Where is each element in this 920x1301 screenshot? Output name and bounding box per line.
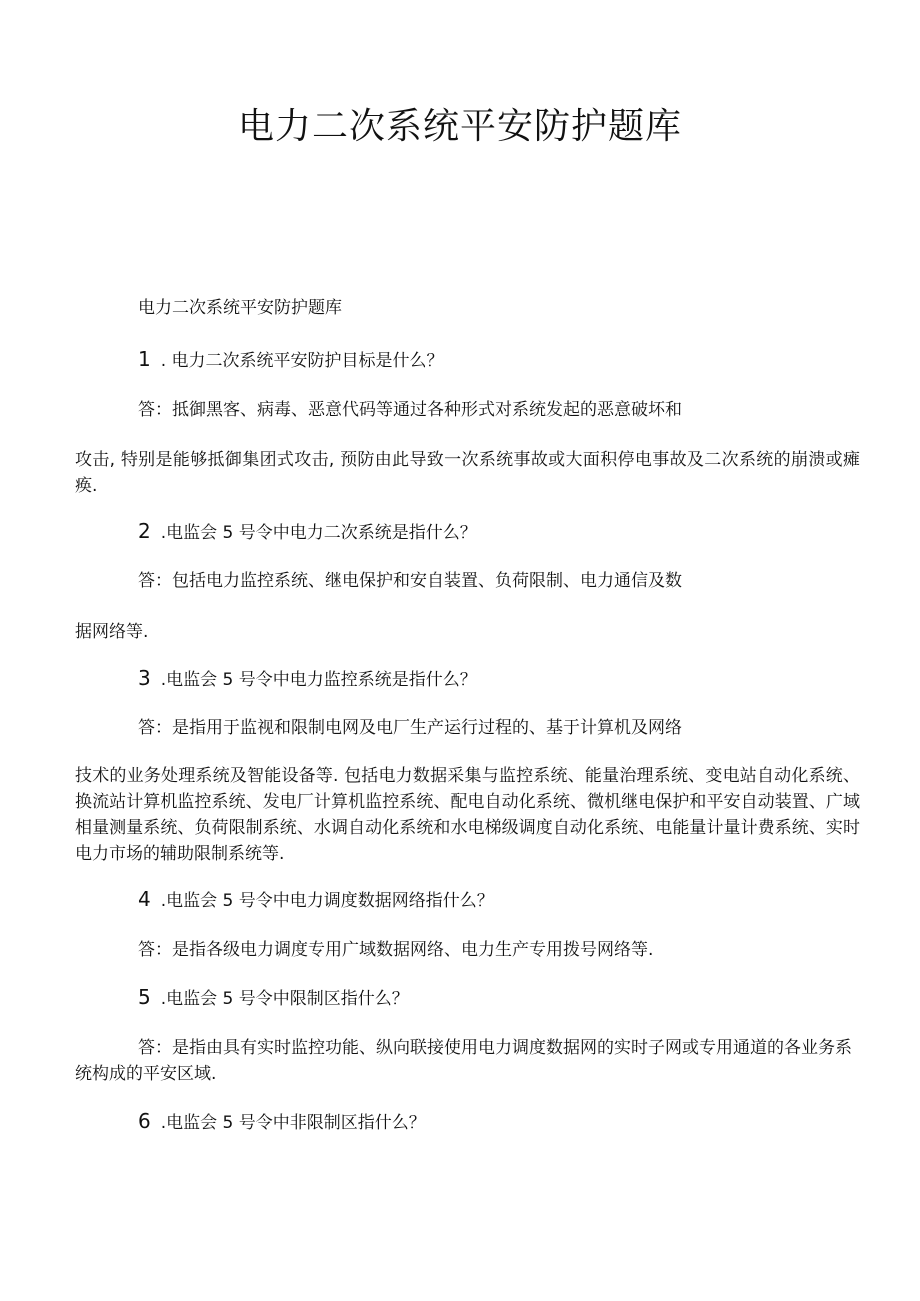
question-text: . 电力二次系统平安防护目标是什么？ xyxy=(160,351,444,371)
answer-2-continuation: 据网络等. xyxy=(75,622,149,642)
question-number: 5 xyxy=(138,985,151,1009)
document-subtitle: 电力二次系统平安防护题库 xyxy=(138,298,342,318)
document-title: 电力二次系统平安防护题库 xyxy=(237,106,682,147)
answer-3-first-line: 答：是指用于监视和限制电网及电厂生产运行过程的、基于计算机及网络 xyxy=(138,718,682,738)
question-number: 6 xyxy=(138,1109,151,1133)
question-text: .电监会 5 号令中电力二次系统是指什么？ xyxy=(160,523,477,543)
answer-4: 答：是指各级电力调度专用广域数据网络、电力生产专用拨号网络等. xyxy=(138,940,654,960)
question-text: .电监会 5 号令中电力监控系统是指什么？ xyxy=(160,670,477,690)
question-text: .电监会 5 号令中非限制区指什么？ xyxy=(160,1113,426,1133)
question-1 xyxy=(138,346,444,374)
answer-3-continuation: 技术的业务处理系统及智能设备等. 包括电力数据采集与监控系统、能量治理系统、变电站自动化系统、换流站计算机监控系统、发电厂计算机监控系统、配电自动化系统、微机继电保护和平安自动装置、广域相量测量系统、负荷限制系统、水调自动化系统和水电梯级调度自动化系统、电能量计量计费系统、实时电力市场的辅助限制系统等. xyxy=(75,766,860,864)
answer-2-first-line: 答：包括电力监控系统、继电保护和安自装置、负荷限制、电力通信及数 xyxy=(138,571,682,591)
question-3 xyxy=(138,665,477,693)
question-4 xyxy=(138,886,494,914)
question-text: .电监会 5 号令中电力调度数据网络指什么？ xyxy=(160,891,494,911)
question-number: 2 xyxy=(138,519,151,543)
question-number: 4 xyxy=(138,887,151,911)
question-number: 1 xyxy=(138,347,151,371)
answer-5: 答：是指由具有实时监控功能、纵向联接使用电力调度数据网的实时子网或专用通道的各业务系统构成的平安区域. xyxy=(75,1038,852,1084)
question-text: .电监会 5 号令中限制区指什么？ xyxy=(160,989,409,1009)
answer-1-continuation: 攻击, 特别是能够抵御集团式攻击, 预防由此导致一次系统事故或大面积停电事故及二次系统的崩溃或瘫痪. xyxy=(75,450,860,496)
question-5 xyxy=(138,984,409,1012)
question-2 xyxy=(138,518,477,546)
question-6 xyxy=(138,1108,426,1136)
answer-1-first-line: 答：抵御黑客、病毒、恶意代码等通过各种形式对系统发起的恶意破坏和 xyxy=(138,400,682,420)
question-number: 3 xyxy=(138,666,151,690)
